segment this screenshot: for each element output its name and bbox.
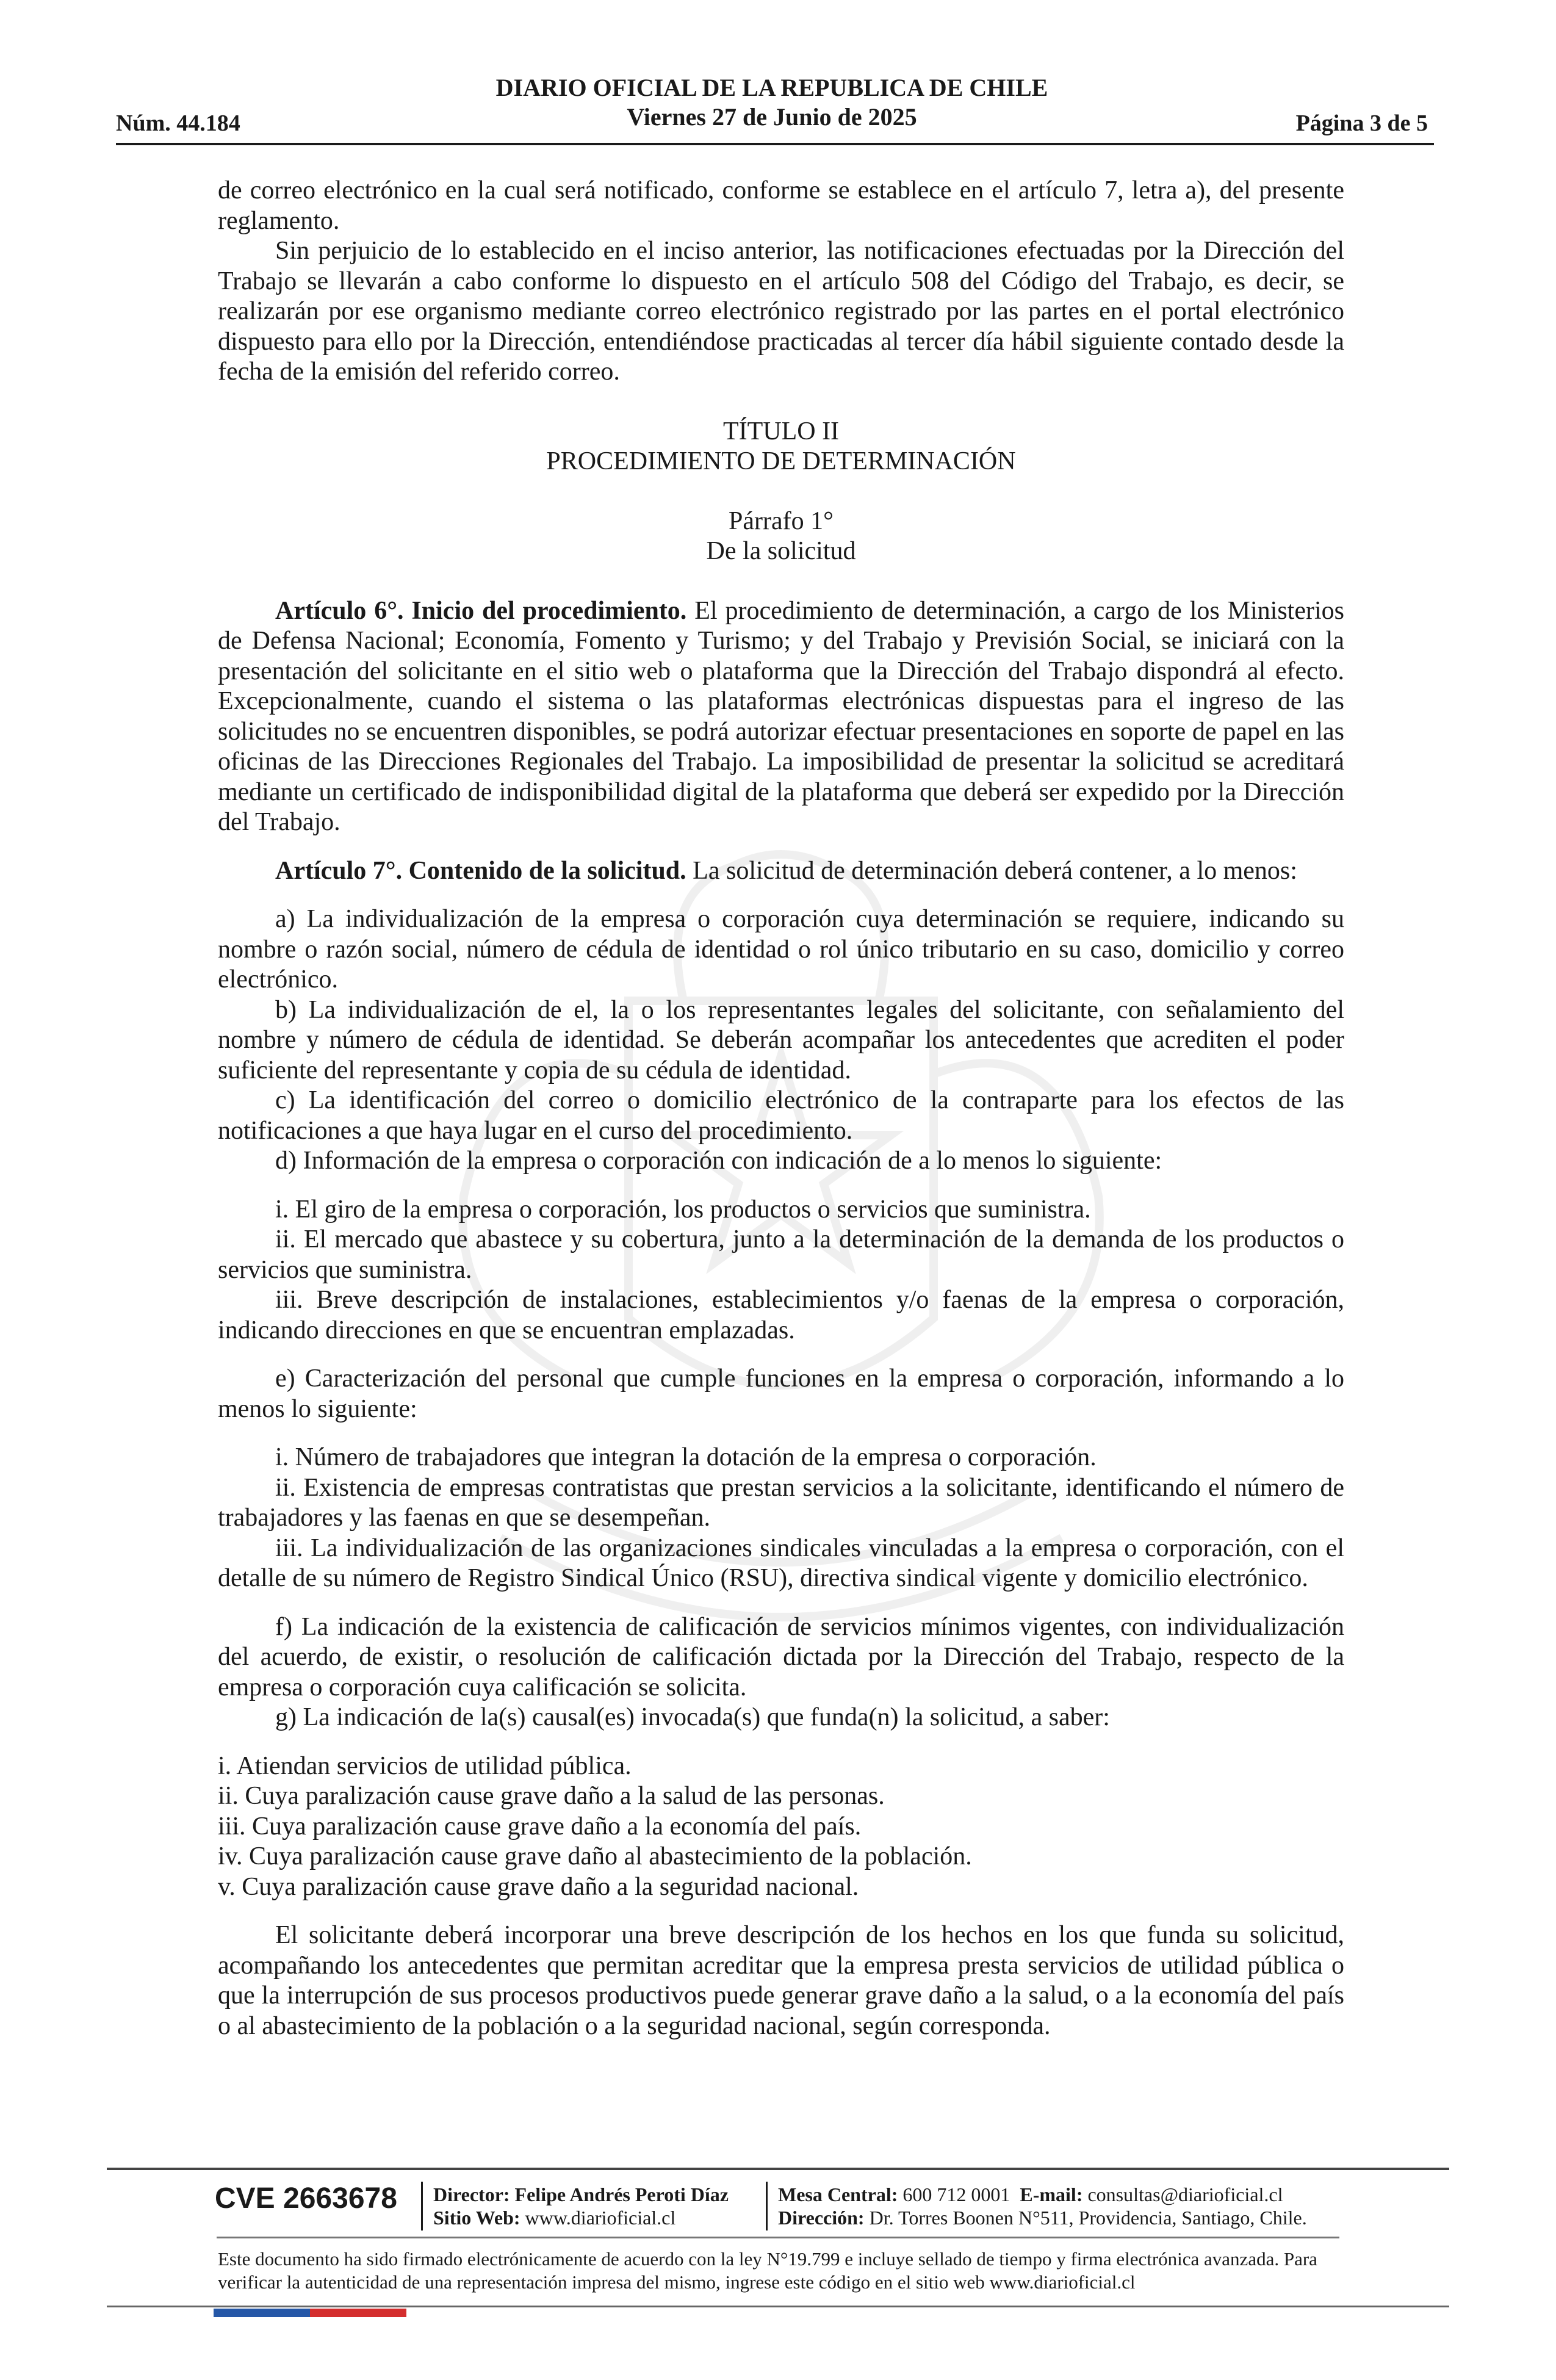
- address-label: Dirección:: [778, 2207, 865, 2229]
- header-center: [116, 73, 1428, 132]
- article-6-heading: Artículo 6°. Inicio del procedimiento.: [275, 596, 687, 625]
- sub-list-item: iii. Breve descripción de instalaciones, establecimientos y/o faenas de la empresa o corporación, indicando direcciones en que se encuentran emplazadas.: [218, 1286, 1344, 1344]
- footer-bottom-rule: [107, 2306, 1449, 2307]
- sub-list-item: ii. El mercado que abastece y su cobertura, junto a la determinación de la demanda de los productos o servicios que suministra.: [218, 1225, 1344, 1284]
- list-item: g) La indicación de la(s) causal(es) invocada(s) que funda(n) la solicitud, a saber:: [275, 1703, 1110, 1731]
- article-6-text: El procedimiento de determinación, a cargo de los Ministerios de Defensa Nacional; Economía, Fomento y Turismo; y del Trabajo y Previsión Social, se iniciará con la presentación del solicitante en el sitio web o plataforma que la Dirección del Trabajo dispondrá al efecto. Excepcionalmente, cuando el sistema o las plataformas electrónicas dispuestas para el ingreso de las solicitudes no se encuentren disponibles, se podrá autorizar efectuar presentaciones en soporte de papel en las oficinas de las Direcciones Regionales del Trabajo. La imposibilidad de presentar la solicitud se acreditará mediante un certificado de indisponibilidad digital de la plataforma que deberá ser expedido por la Dirección del Trabajo.: [218, 596, 1344, 836]
- list-item: b) La individualización de el, la o los representantes legales del solicitante, con señalamiento del nombre y número de cédula de identidad. Se deberán acompañar los antecedentes que acrediten el poder suficiente del representante y copia de su cédula de identidad.: [218, 995, 1344, 1084]
- sub-list-item: i. Número de trabajadores que integran la dotación de la empresa o corporación.: [275, 1443, 1097, 1471]
- footer-contact-block: [778, 2183, 1307, 2229]
- title-heading: TÍTULO II: [722, 417, 840, 445]
- sub-list-item: iv. Cuya paralización cause grave daño al abastecimiento de la población.: [218, 1842, 972, 1870]
- title-name: PROCEDIMIENTO DE DETERMINACIÓN: [546, 447, 1016, 475]
- cve-code: CVE 2663678: [215, 2182, 397, 2215]
- list-item: d) Información de la empresa o corporación con indicación de a lo menos lo siguiente:: [275, 1147, 1162, 1175]
- document-body: [218, 176, 1344, 2041]
- page-number: Página 3 de 5: [1295, 110, 1428, 136]
- footer-divider: [217, 2237, 1339, 2238]
- publication-date: Viernes 27 de Junio de 2025: [627, 103, 917, 131]
- director-name: Felipe Andrés Peroti Díaz: [514, 2183, 729, 2205]
- sub-list-item: iii. La individualización de las organizaciones sindicales vinculadas a la empresa o corporación, con el detalle de su número de Registro Sindical Único (RSU), directiva sindical vigente y domicilio electrónico.: [218, 1534, 1344, 1592]
- page-header: [116, 73, 1428, 140]
- director-label: Director:: [433, 2183, 510, 2205]
- list-item: c) La identificación del correo o domicilio electrónico de la contraparte para los efectos de las notificaciones a que haya lugar en el curso del procedimiento.: [218, 1086, 1344, 1145]
- footer-rule: [107, 2168, 1449, 2170]
- website-link[interactable]: www.diarioficial.cl: [525, 2207, 676, 2229]
- sub-list-item: i. Atiendan servicios de utilidad pública.: [218, 1751, 632, 1780]
- paragraph: Sin perjuicio de lo establecido en el inciso anterior, las notificaciones efectuadas por la Dirección del Trabajo se llevarán a cabo conforme lo dispuesto en el artículo 508 del Código del Trabajo, es decir, se realizarán por ese organismo mediante correo electrónico registrado por las partes en el portal electrónico dispuesto para ello por la Dirección, entendiéndose practicadas al tercer día hábil siguiente contado desde la fecha de la emisión del referido correo.: [218, 237, 1344, 386]
- email-label: E-mail:: [1020, 2183, 1083, 2205]
- flag-blue-bar: [214, 2309, 310, 2317]
- list-item: f) La indicación de la existencia de calificación de servicios mínimos vigentes, con individualización del acuerdo, de existir, o resolución de calificación dictada por la Dirección del Trabajo, respecto de la empresa o corporación cuya calificación se solicita.: [218, 1612, 1344, 1701]
- mesa-phone: 600 712 0001: [902, 2183, 1010, 2205]
- sub-list-item: v. Cuya paralización cause grave daño a la seguridad nacional.: [218, 1872, 859, 1901]
- address-value: Dr. Torres Boonen N°511, Providencia, Santiago, Chile.: [869, 2207, 1307, 2229]
- header-rule: [116, 143, 1434, 145]
- flag-stripe: [214, 2309, 406, 2317]
- flag-red-bar: [310, 2309, 406, 2317]
- sub-list-item: i. El giro de la empresa o corporación, los productos o servicios que suministra.: [275, 1195, 1091, 1224]
- list-item: a) La individualización de la empresa o corporación cuya determinación se requiere, indicando su nombre o razón social, número de cédula de identidad o rol único tributario en su caso, domicilio y correo electrónico.: [218, 905, 1344, 993]
- sub-list-item: iii. Cuya paralización cause grave daño a la economía del país.: [218, 1812, 862, 1841]
- article-7: [218, 856, 1344, 887]
- article-7-heading: Artículo 7°. Contenido de la solicitud.: [275, 856, 686, 885]
- footer-separator: [766, 2182, 768, 2230]
- publication-title: DIARIO OFICIAL DE LA REPUBLICA DE CHILE: [495, 74, 1048, 101]
- mesa-label: Mesa Central:: [778, 2183, 898, 2205]
- sub-list-item: ii. Existencia de empresas contratistas que prestan servicios a la solicitante, identificando el número de trabajadores y las faenas en que se desempeñan.: [218, 1473, 1344, 1532]
- issue-number: Núm. 44.184: [116, 110, 240, 136]
- paragraph-name: De la solicitud: [706, 537, 856, 565]
- article-7-text: La solicitud de determinación deberá contener, a lo menos:: [693, 856, 1297, 885]
- footer-separator: [421, 2182, 423, 2230]
- sub-list-item: ii. Cuya paralización cause grave daño a la salud de las personas.: [218, 1782, 885, 1810]
- paragraph: El solicitante deberá incorporar una breve descripción de los hechos en los que funda su solicitud, acompañando los antecedentes que permitan acreditar que la empresa presta servicios de utilidad pública o que la interrupción de sus procesos productivos puede generar grave daño a la salud, o a la economía del país o al abastecimiento de la población o a la seguridad nacional, según corresponda.: [218, 1921, 1344, 2040]
- article-6: [218, 596, 1344, 838]
- list-item: e) Caracterización del personal que cumple funciones en la empresa o corporación, informando a lo menos lo siguiente:: [218, 1365, 1344, 1423]
- paragraph-heading: Párrafo 1°: [729, 507, 834, 535]
- email-link[interactable]: consultas@diarioficial.cl: [1087, 2183, 1283, 2205]
- website-label: Sitio Web:: [433, 2207, 520, 2229]
- paragraph: de correo electrónico en la cual será notificado, conforme se establece en el artículo 7, letra a), del presente reglamento.: [218, 176, 1344, 235]
- footer-director-block: [433, 2183, 729, 2229]
- signature-note: Este documento ha sido firmado electrónicamente de acuerdo con la ley N°19.799 e incluye sellado de tiempo y firma electrónica avanzada. Para verificar la autenticidad de una representación impresa del mismo, ingrese este código en el sitio web www.diarioficial.cl: [218, 2248, 1317, 2293]
